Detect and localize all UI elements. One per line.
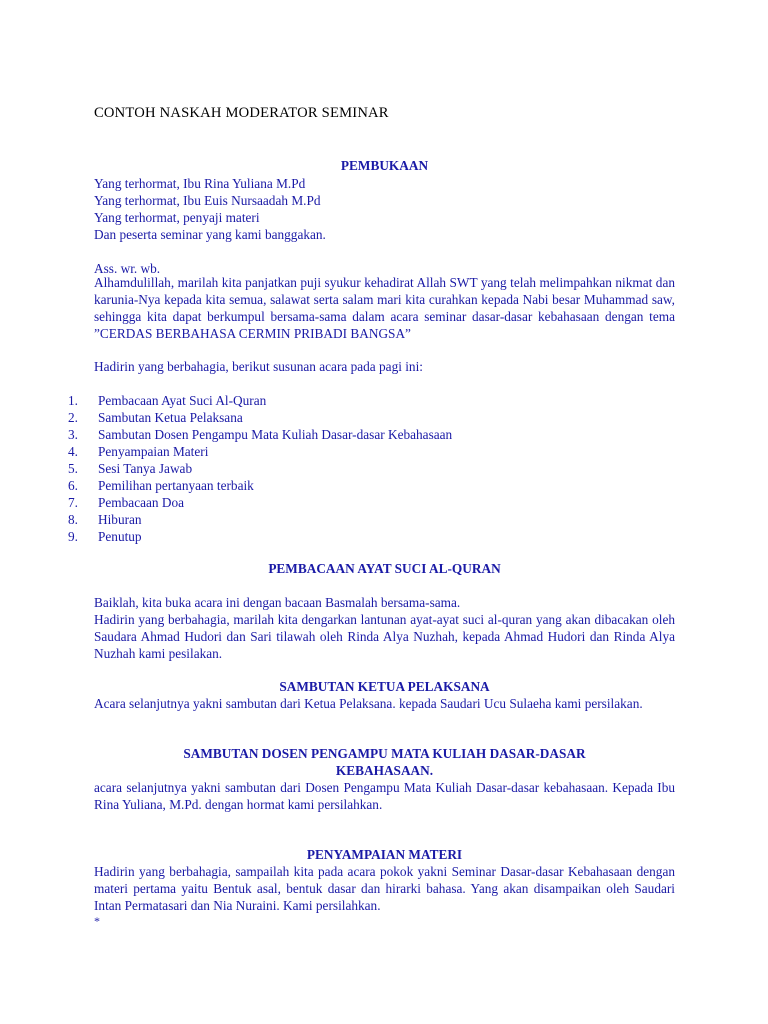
list-number: 1. <box>68 393 78 408</box>
list-number: 6. <box>68 478 78 493</box>
list-item-text: Pembacaan Doa <box>98 495 185 510</box>
greeting-line: Yang terhormat, Ibu Euis Nursaadah M.Pd <box>94 193 321 208</box>
list-item <box>68 477 452 494</box>
list-item-text: Pembacaan Ayat Suci Al-Quran <box>98 393 267 408</box>
materi-paragraph: Hadirin yang berbahagia, sampailah kita pada acara pokok yakni Seminar Dasar-dasar Kebahasaan dengan materi pertama yaitu Bentuk asal, bentuk dasar dan hirarki bahasa. Yang akan disampaikan oleh Saudari Intan Permatasari dan Nia Nuraini. Kami persilahkan. <box>94 864 675 913</box>
list-item <box>68 460 452 477</box>
list-item <box>68 494 452 511</box>
greeting-block <box>94 175 675 243</box>
agenda-intro: Hadirin yang berbahagia, berikut susunan acara pada pagi ini: <box>94 359 423 374</box>
list-number: 2. <box>68 410 78 425</box>
greeting-line: Yang terhormat, penyaji materi <box>94 210 260 225</box>
quran-opening-line: Baiklah, kita buka acara ini dengan bacaan Basmalah bersama-sama. <box>94 595 461 610</box>
ketua-paragraph: Acara selanjutnya yakni sambutan dari Ketua Pelaksana. kepada Saudari Ucu Sulaeha kami persilakan. <box>94 696 643 711</box>
dosen-paragraph: acara selanjutnya yakni sambutan dari Dosen Pengampu Mata Kuliah Dasar-dasar kebahasaan. Kepada Ibu Rina Yuliana, M.Pd. dengan hormat kami persilahkan. <box>94 780 675 812</box>
intro-paragraph: Alhamdulillah, marilah kita panjatkan puji syukur kehadirat Allah SWT yang telah melimpahkan nikmat dan karunia-Nya kepada kita semua, salawat serta salam mari kita curahkan kepada Nabi besar Muhammad saw, sehingga kita dapat berkumpul bersama-sama dalam acara seminar dasar-dasar kebahasaan dengan tema ”CERDAS BERBAHASA CERMIN PRIBADI BANGSA” <box>94 275 675 341</box>
list-number: 4. <box>68 444 78 459</box>
list-item-text: Pemilihan pertanyaan terbaik <box>98 478 254 493</box>
salam-text: Ass. wr. wb. <box>94 261 161 276</box>
list-item <box>68 443 452 460</box>
list-item <box>68 528 452 545</box>
heading-line: SAMBUTAN DOSEN PENGAMPU MATA KULIAH DASAR-DASAR <box>183 746 586 761</box>
list-item-text: Sesi Tanya Jawab <box>98 461 193 476</box>
list-number: 8. <box>68 512 78 527</box>
list-number: 3. <box>68 427 78 442</box>
section-heading-materi: PENYAMPAIAN MATERI <box>306 847 463 862</box>
list-item <box>68 392 452 409</box>
list-item-text: Hiburan <box>98 512 142 527</box>
list-item <box>68 511 452 528</box>
list-item-text: Penyampaian Materi <box>98 444 209 459</box>
list-item <box>68 426 452 443</box>
greeting-line: Dan peserta seminar yang kami banggakan. <box>94 227 326 242</box>
agenda-list <box>68 392 452 545</box>
list-number: 9. <box>68 529 78 544</box>
heading-line: KEBAHASAAN. <box>335 763 434 778</box>
section-heading-quran: PEMBACAAN AYAT SUCI AL-QURAN <box>268 561 501 576</box>
list-number: 5. <box>68 461 78 476</box>
section-heading-dosen <box>94 745 675 779</box>
bullet-marker: * <box>94 914 100 928</box>
quran-paragraph: Hadirin yang berbahagia, marilah kita dengarkan lantunan ayat-ayat suci al-quran yang akan dibacakan oleh Saudara Ahmad Hudori dan Sari tilawah oleh Rinda Alya Nuzhah, kepada Ahmad Hudori dan Rinda Alya Nuzhah kami pesilakan. <box>94 612 675 661</box>
list-item-text: Sambutan Dosen Pengampu Mata Kuliah Dasar-dasar Kebahasaan <box>98 427 453 442</box>
greeting-line: Yang terhormat, Ibu Rina Yuliana M.Pd <box>94 176 306 191</box>
list-item <box>68 409 452 426</box>
page-title: CONTOH NASKAH MODERATOR SEMINAR <box>94 105 389 121</box>
list-item-text: Sambutan Ketua Pelaksana <box>98 410 243 425</box>
section-heading-pembukaan: PEMBUKAAN <box>340 158 429 173</box>
list-item-text: Penutup <box>98 529 142 544</box>
section-heading-ketua: SAMBUTAN KETUA PELAKSANA <box>279 679 490 694</box>
list-number: 7. <box>68 495 78 510</box>
